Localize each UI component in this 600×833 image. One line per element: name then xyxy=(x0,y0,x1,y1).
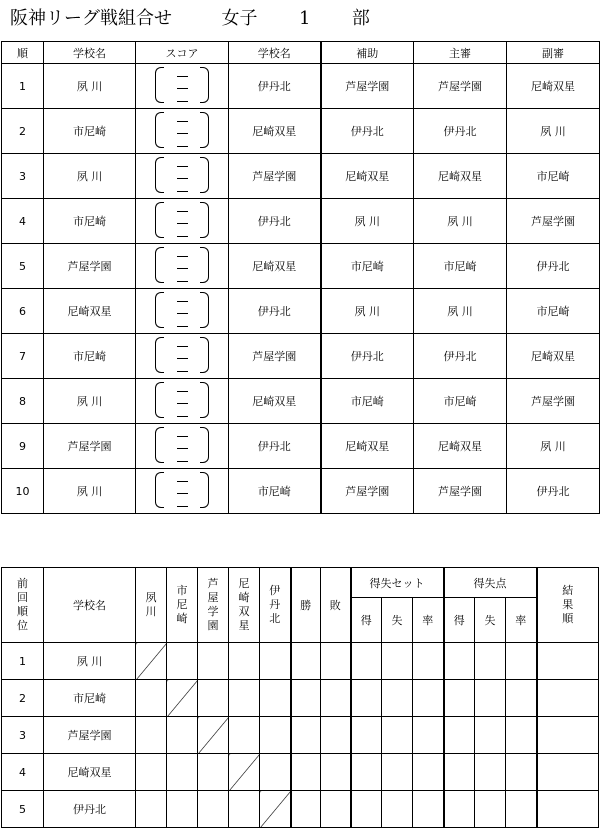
points-lost-cell[interactable] xyxy=(475,717,506,754)
standings-row xyxy=(2,754,599,791)
result-cell[interactable] xyxy=(136,680,167,717)
standings-row xyxy=(2,717,599,754)
result-cell[interactable] xyxy=(198,643,229,680)
header-chief-referee: 主審 xyxy=(414,42,507,64)
sets-won-cell[interactable] xyxy=(351,717,382,754)
sets-won-cell[interactable] xyxy=(351,754,382,791)
final-rank-cell[interactable] xyxy=(537,680,599,717)
school-b: 尼崎双星 xyxy=(229,244,321,289)
match-number: 5 xyxy=(2,244,44,289)
point-ratio-cell[interactable] xyxy=(506,717,537,754)
header-school: 学校名 xyxy=(44,568,136,643)
schedule-row xyxy=(2,244,600,289)
school-a: 夙 川 xyxy=(44,154,136,199)
school-b: 市尼崎 xyxy=(229,469,321,514)
schedule-row xyxy=(2,154,600,199)
header-point-ratio: 率 xyxy=(506,598,537,643)
point-ratio-cell[interactable] xyxy=(506,754,537,791)
school-name: 伊丹北 xyxy=(44,791,136,828)
final-rank-cell[interactable] xyxy=(537,643,599,680)
result-cell[interactable] xyxy=(229,680,260,717)
school-b: 伊丹北 xyxy=(229,199,321,244)
score-box[interactable] xyxy=(136,154,229,199)
sets-lost-cell[interactable] xyxy=(382,717,413,754)
school-name: 市尼崎 xyxy=(44,680,136,717)
school-a: 夙 川 xyxy=(44,64,136,109)
opponent-col-1: 夙 川 xyxy=(136,568,167,643)
result-cell[interactable] xyxy=(198,791,229,828)
set-ratio-cell[interactable] xyxy=(413,680,444,717)
match-schedule-table xyxy=(1,41,600,514)
schedule-row xyxy=(2,289,600,334)
standings-row xyxy=(2,791,599,828)
score-box[interactable] xyxy=(136,424,229,469)
wins-cell[interactable] xyxy=(291,791,321,828)
points-lost-cell[interactable] xyxy=(475,791,506,828)
opponent-col-3: 芦 屋 学 園 xyxy=(198,568,229,643)
match-number: 10 xyxy=(2,469,44,514)
assist-school: 伊丹北 xyxy=(321,334,414,379)
match-number: 7 xyxy=(2,334,44,379)
match-number: 2 xyxy=(2,109,44,154)
header-points-won: 得 xyxy=(444,598,475,643)
match-number: 8 xyxy=(2,379,44,424)
wins-cell[interactable] xyxy=(291,717,321,754)
match-number: 3 xyxy=(2,154,44,199)
title-division: 部 xyxy=(351,8,370,29)
result-cell[interactable] xyxy=(167,717,198,754)
title-gender: 女子 xyxy=(221,8,258,29)
result-cell[interactable] xyxy=(198,754,229,791)
school-a: 尼崎双星 xyxy=(44,289,136,334)
losses-cell[interactable] xyxy=(321,680,351,717)
sub-referee-school: 夙 川 xyxy=(507,424,600,469)
assist-school: 伊丹北 xyxy=(321,109,414,154)
points-won-cell[interactable] xyxy=(444,643,475,680)
match-number: 6 xyxy=(2,289,44,334)
final-rank-cell[interactable] xyxy=(537,754,599,791)
sets-lost-cell[interactable] xyxy=(382,643,413,680)
header-points-lost: 失 xyxy=(475,598,506,643)
chief-referee-school: 尼崎双星 xyxy=(414,424,507,469)
header-assist: 補助 xyxy=(321,42,414,64)
header-previous-rank: 前 回 順 位 xyxy=(2,568,44,643)
header-set-ratio: 率 xyxy=(413,598,444,643)
schedule-row xyxy=(2,469,600,514)
score-box[interactable] xyxy=(136,289,229,334)
header-score: スコア xyxy=(136,42,229,64)
sets-won-cell[interactable] xyxy=(351,680,382,717)
sets-won-cell[interactable] xyxy=(351,791,382,828)
result-cell[interactable] xyxy=(260,643,291,680)
assist-school: 市尼崎 xyxy=(321,379,414,424)
sub-referee-school: 尼崎双星 xyxy=(507,64,600,109)
point-ratio-cell[interactable] xyxy=(506,680,537,717)
header-order: 順 xyxy=(2,42,44,64)
school-a: 市尼崎 xyxy=(44,109,136,154)
result-cell xyxy=(198,717,229,754)
sets-won-cell[interactable] xyxy=(351,643,382,680)
wins-cell[interactable] xyxy=(291,680,321,717)
result-cell[interactable] xyxy=(260,754,291,791)
result-cell[interactable] xyxy=(167,643,198,680)
previous-rank: 5 xyxy=(2,791,44,828)
chief-referee-school: 芦屋学園 xyxy=(414,469,507,514)
score-box[interactable] xyxy=(136,109,229,154)
chief-referee-school: 市尼崎 xyxy=(414,244,507,289)
previous-rank: 3 xyxy=(2,717,44,754)
school-b: 伊丹北 xyxy=(229,64,321,109)
set-ratio-cell[interactable] xyxy=(413,717,444,754)
points-won-cell[interactable] xyxy=(444,680,475,717)
school-a: 芦屋学園 xyxy=(44,424,136,469)
losses-cell[interactable] xyxy=(321,754,351,791)
page-title xyxy=(10,4,370,34)
wins-cell[interactable] xyxy=(291,643,321,680)
sub-referee-school: 尼崎双星 xyxy=(507,334,600,379)
assist-school: 夙 川 xyxy=(321,199,414,244)
standings-table xyxy=(1,567,599,828)
opponent-col-5: 伊 丹 北 xyxy=(260,568,291,643)
opponent-col-4: 尼 崎 双 星 xyxy=(229,568,260,643)
previous-rank: 2 xyxy=(2,680,44,717)
school-a: 夙 川 xyxy=(44,379,136,424)
school-a: 市尼崎 xyxy=(44,334,136,379)
result-cell[interactable] xyxy=(260,680,291,717)
header-sets-won: 得 xyxy=(351,598,382,643)
assist-school: 夙 川 xyxy=(321,289,414,334)
result-cell[interactable] xyxy=(229,791,260,828)
score-box[interactable] xyxy=(136,469,229,514)
standings-row xyxy=(2,643,599,680)
sub-referee-school: 伊丹北 xyxy=(507,244,600,289)
opponent-col-2: 市 尼 崎 xyxy=(167,568,198,643)
result-cell[interactable] xyxy=(198,680,229,717)
final-rank-cell[interactable] xyxy=(537,717,599,754)
result-cell xyxy=(260,791,291,828)
match-number: 1 xyxy=(2,64,44,109)
school-a: 夙 川 xyxy=(44,469,136,514)
school-b: 伊丹北 xyxy=(229,289,321,334)
chief-referee-school: 芦屋学園 xyxy=(414,64,507,109)
losses-cell[interactable] xyxy=(321,643,351,680)
points-lost-cell[interactable] xyxy=(475,680,506,717)
result-cell[interactable] xyxy=(136,717,167,754)
result-cell xyxy=(167,680,198,717)
schedule-row xyxy=(2,379,600,424)
header-result-rank: 結 果 順 xyxy=(537,568,599,643)
set-ratio-cell[interactable] xyxy=(413,791,444,828)
assist-school: 尼崎双星 xyxy=(321,154,414,199)
sets-lost-cell[interactable] xyxy=(382,754,413,791)
points-won-cell[interactable] xyxy=(444,754,475,791)
school-b: 芦屋学園 xyxy=(229,154,321,199)
school-a: 市尼崎 xyxy=(44,199,136,244)
sub-referee-school: 芦屋学園 xyxy=(507,199,600,244)
previous-rank: 4 xyxy=(2,754,44,791)
sub-referee-school: 夙 川 xyxy=(507,109,600,154)
points-won-cell[interactable] xyxy=(444,791,475,828)
match-number: 9 xyxy=(2,424,44,469)
points-lost-cell[interactable] xyxy=(475,643,506,680)
header-school-b: 学校名 xyxy=(229,42,321,64)
chief-referee-school: 夙 川 xyxy=(414,289,507,334)
wins-cell[interactable] xyxy=(291,754,321,791)
losses-cell[interactable] xyxy=(321,717,351,754)
score-box[interactable] xyxy=(136,379,229,424)
sub-referee-school: 市尼崎 xyxy=(507,289,600,334)
chief-referee-school: 伊丹北 xyxy=(414,109,507,154)
school-name: 尼崎双星 xyxy=(44,754,136,791)
header-point-group: 得失点 xyxy=(444,568,537,598)
header-sub-referee: 副審 xyxy=(507,42,600,64)
header-school-a: 学校名 xyxy=(44,42,136,64)
assist-school: 尼崎双星 xyxy=(321,424,414,469)
schedule-row xyxy=(2,334,600,379)
sub-referee-school: 芦屋学園 xyxy=(507,379,600,424)
sets-lost-cell[interactable] xyxy=(382,791,413,828)
points-won-cell[interactable] xyxy=(444,717,475,754)
losses-cell[interactable] xyxy=(321,791,351,828)
assist-school: 芦屋学園 xyxy=(321,469,414,514)
assist-school: 市尼崎 xyxy=(321,244,414,289)
title-main: 阪神リーグ戦組合せ xyxy=(10,8,172,29)
result-cell xyxy=(136,643,167,680)
assist-school: 芦屋学園 xyxy=(321,64,414,109)
header-losses: 敗 xyxy=(321,568,351,643)
match-number: 4 xyxy=(2,199,44,244)
previous-rank: 1 xyxy=(2,643,44,680)
sub-referee-school: 伊丹北 xyxy=(507,469,600,514)
set-ratio-cell[interactable] xyxy=(413,754,444,791)
result-cell[interactable] xyxy=(136,791,167,828)
schedule-row xyxy=(2,109,600,154)
chief-referee-school: 市尼崎 xyxy=(414,379,507,424)
point-ratio-cell[interactable] xyxy=(506,791,537,828)
result-cell[interactable] xyxy=(229,643,260,680)
result-cell[interactable] xyxy=(229,717,260,754)
schedule-header-row xyxy=(2,42,600,64)
result-cell[interactable] xyxy=(167,791,198,828)
chief-referee-school: 夙 川 xyxy=(414,199,507,244)
result-cell[interactable] xyxy=(167,754,198,791)
school-b: 尼崎双星 xyxy=(229,379,321,424)
school-a: 芦屋学園 xyxy=(44,244,136,289)
schedule-row xyxy=(2,199,600,244)
standings-row xyxy=(2,680,599,717)
school-b: 尼崎双星 xyxy=(229,109,321,154)
points-lost-cell[interactable] xyxy=(475,754,506,791)
school-name: 芦屋学園 xyxy=(44,717,136,754)
sub-referee-school: 市尼崎 xyxy=(507,154,600,199)
school-name: 夙 川 xyxy=(44,643,136,680)
score-box[interactable] xyxy=(136,64,229,109)
header-wins: 勝 xyxy=(291,568,321,643)
score-box[interactable] xyxy=(136,244,229,289)
chief-referee-school: 伊丹北 xyxy=(414,334,507,379)
title-division-number: 1 xyxy=(298,8,311,29)
school-b: 芦屋学園 xyxy=(229,334,321,379)
result-cell[interactable] xyxy=(260,717,291,754)
score-box[interactable] xyxy=(136,199,229,244)
score-box[interactable] xyxy=(136,334,229,379)
result-cell xyxy=(229,754,260,791)
school-b: 伊丹北 xyxy=(229,424,321,469)
chief-referee-school: 尼崎双星 xyxy=(414,154,507,199)
result-cell[interactable] xyxy=(136,754,167,791)
schedule-row xyxy=(2,64,600,109)
final-rank-cell[interactable] xyxy=(537,791,599,828)
set-ratio-cell[interactable] xyxy=(413,643,444,680)
header-sets-lost: 失 xyxy=(382,598,413,643)
header-set-group: 得失セット xyxy=(351,568,444,598)
schedule-row xyxy=(2,424,600,469)
point-ratio-cell[interactable] xyxy=(506,643,537,680)
sets-lost-cell[interactable] xyxy=(382,680,413,717)
